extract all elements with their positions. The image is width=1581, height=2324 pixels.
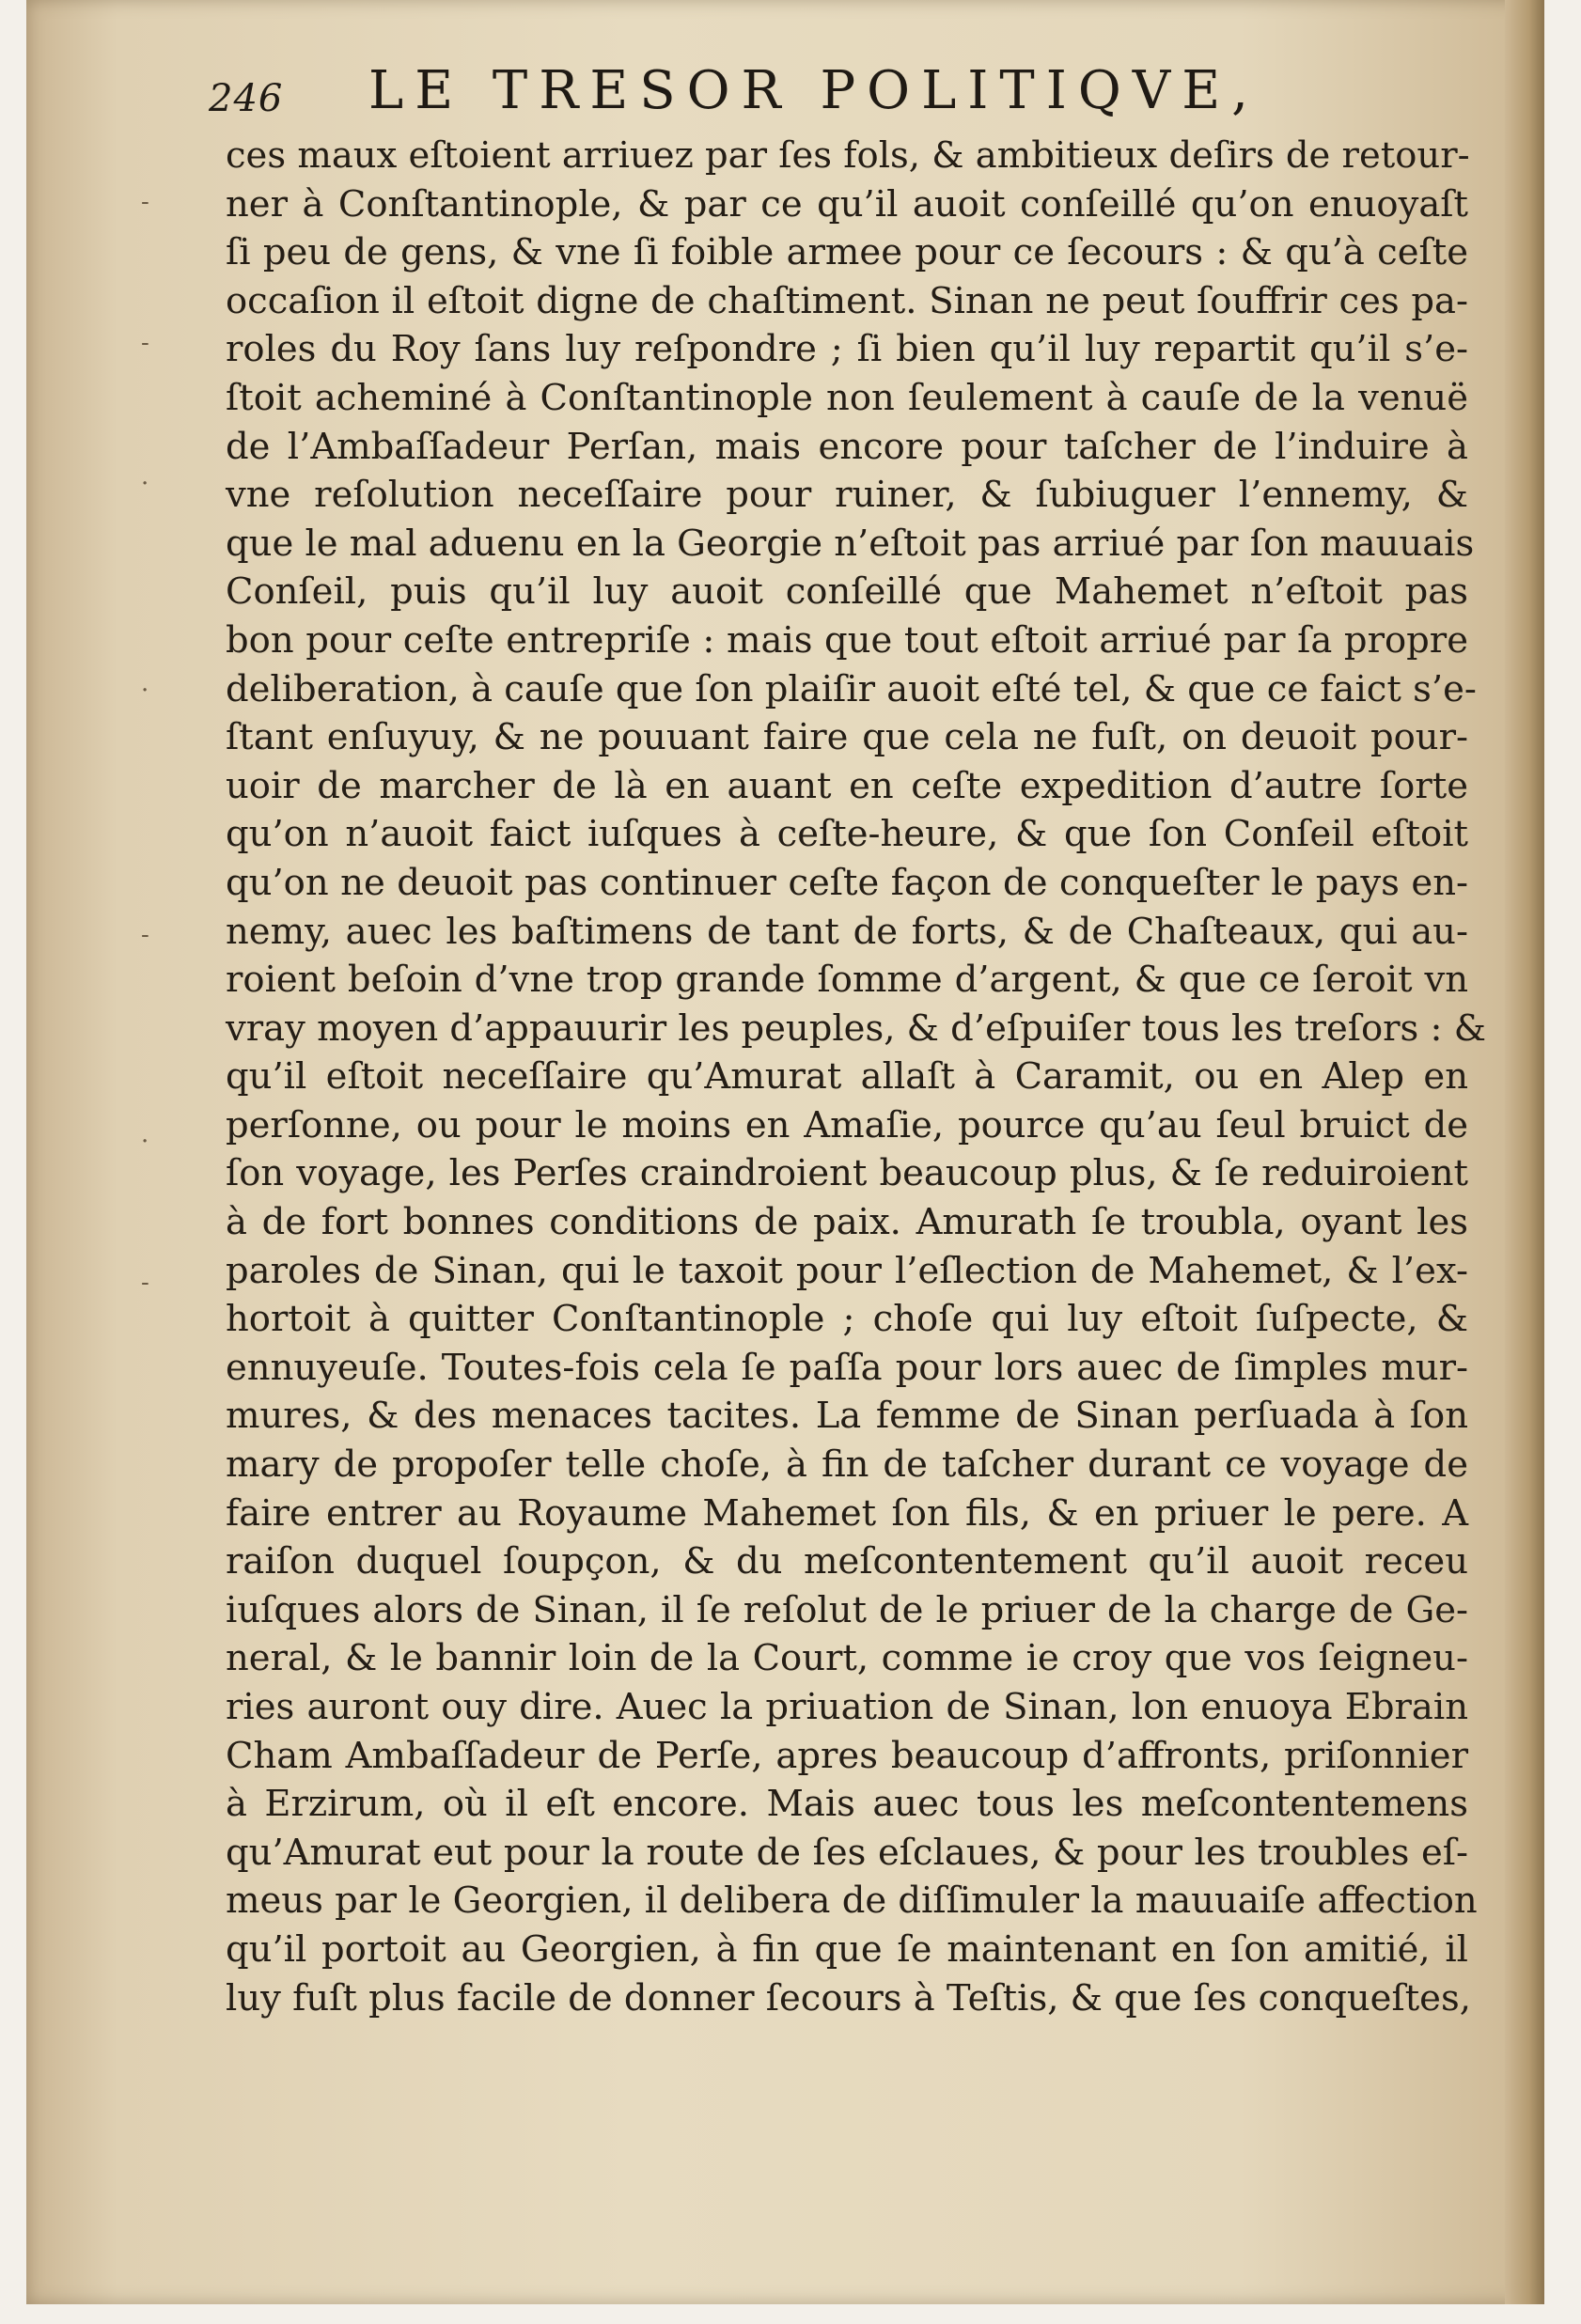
running-head <box>209 60 1431 135</box>
text-line: ries auront ouy dire. Auec la priuation de Sinan, lon enuoya Ebrain <box>226 1686 1468 1728</box>
text-line: vne reſolution neceſſaire pour ruiner, & ſubiuguer l’ennemy, & <box>226 474 1468 517</box>
text-line: de l’Ambaſſadeur Perſan, mais encore pour taſcher de l’induire à <box>226 425 1468 468</box>
text-line: que le mal aduenu en la Georgie n’eſtoit pas arriué par ſon mauuais <box>226 522 1475 565</box>
margin-mark: - <box>141 1269 149 1297</box>
text-line: qu’il eſtoit neceſſaire qu’Amurat allaſt à Caramit, ou en Alep en <box>226 1055 1468 1099</box>
text-line: mary de propoſer telle choſe, à fin de taſcher durant ce voyage de <box>226 1443 1468 1487</box>
text-line: raiſon duquel ſoupçon, & du meſcontentement qu’il auoit receu <box>226 1540 1468 1583</box>
text-line: uoir de marcher de là en auant en ceſte expedition d’autre ſorte <box>226 764 1468 807</box>
margin-mark: - <box>141 188 149 216</box>
text-line: ſtant enſuyuy, & ne pouuant faire que cela ne fuſt, on deuoit pour- <box>226 716 1468 759</box>
text-line: roles du Roy ſans luy reſpondre ; ſi bien qu’il luy repartit qu’il s’e- <box>226 328 1468 371</box>
body-text <box>226 132 1487 2022</box>
running-head-title: LE TRESOR POLITIQVE, <box>368 60 1260 121</box>
text-line: qu’Amurat eut pour la route de ſes eſclaues, & pour les troubles eſ- <box>226 1831 1468 1874</box>
text-line: à Erzirum, où il eſt encore. Mais auec tous les meſcontentemens <box>226 1783 1468 1826</box>
page-number: 246 <box>209 77 284 120</box>
text-line: ſtoit acheminé à Conſtantinople non ſeulement à cauſe de la venuë <box>226 376 1468 419</box>
margin-mark: - <box>141 329 149 357</box>
text-line: ner à Conſtantinople, & par ce qu’il auoit conſeillé qu’on enuoyaſt <box>226 182 1468 226</box>
text-line: ſon voyage, les Perſes craindroient beaucoup plus, & ſe reduiroient <box>226 1152 1468 1195</box>
margin-mark: · <box>141 1128 149 1156</box>
text-line: roient beſoin d’vne trop grande ſomme d’argent, & que ce ſeroit vn <box>226 959 1468 1002</box>
text-line: iuſques alors de Sinan, il ſe reſolut de le priuer de la charge de Ge- <box>226 1588 1468 1631</box>
text-line: neral, & le bannir loin de la Court, comme ie croy que vos ſeigneu- <box>226 1637 1468 1680</box>
page-edge <box>1505 0 1544 2304</box>
text-line: perſonne, ou pour le moins en Amaſie, pource qu’au ſeul bruict de <box>226 1103 1468 1146</box>
margin-mark: · <box>141 470 149 498</box>
text-line: ces maux eſtoient arriuez par ſes fols, & ambitieux deſirs de retour- <box>226 134 1470 177</box>
margin-mark: - <box>141 921 149 949</box>
text-line: qu’il portoit au Georgien, à fin que ſe maintenant en ſon amitié, il <box>226 1927 1468 1971</box>
text-line: hortoit à quitter Conſtantinople ; choſe qui luy eſtoit ſuſpecte, & <box>226 1298 1468 1341</box>
text-line: ſi peu de gens, & vne ſi foible armee pour ce ſecours : & qu’à ceſte <box>226 231 1468 274</box>
text-line: faire entrer au Royaume Mahemet ſon fils, & en priuer le pere. A <box>226 1491 1468 1535</box>
margin-marks <box>141 188 216 1316</box>
text-line: paroles de Sinan, qui le taxoit pour l’eſlection de Mahemet, & l’ex- <box>226 1249 1468 1292</box>
text-line: Cham Ambaſſadeur de Perſe, apres beaucoup d’affronts, priſonnier <box>226 1734 1468 1777</box>
text-line: meus par le Georgien, il delibera de diſſimuler la mauuaiſe affection <box>226 1879 1478 1923</box>
text-line: deliberation, à cauſe que ſon plaiſir auoit eſté tel, & que ce faict s’e- <box>226 667 1477 710</box>
text-line: à de fort bonnes conditions de paix. Amurath ſe troubla, oyant les <box>226 1201 1468 1244</box>
text-line: mures, & des menaces tacites. La femme de Sinan perſuada à ſon <box>226 1395 1468 1438</box>
margin-mark: · <box>141 677 149 705</box>
text-line: ennuyeuſe. Toutes-fois cela ſe paſſa pour lors auec de ſimples mur- <box>226 1346 1468 1389</box>
text-line: Conſeil, puis qu’il luy auoit conſeillé que Mahemet n’eſtoit pas <box>226 570 1468 614</box>
text-line: nemy, auec les baſtimens de tant de forts, & de Chaſteaux, qui au- <box>226 910 1468 953</box>
text-line: occaſion il eſtoit digne de chaſtiment. Sinan ne peut ſouffrir ces pa- <box>226 279 1468 322</box>
text-line: qu’on ne deuoit pas continuer ceſte façon de conqueſter le pays en- <box>226 861 1468 904</box>
text-line: luy fuſt plus facile de donner ſecours à Teſtis, & que ſes conqueſtes, <box>226 1976 1471 2020</box>
text-line: bon pour ceſte entrepriſe : mais que tout eſtoit arriué par ſa propre <box>226 618 1468 662</box>
text-line: vray moyen d’appauurir les peuples, & d’eſpuiſer tous les treſors : & <box>226 1006 1487 1050</box>
text-line: qu’on n’auoit faict iuſques à ceſte-heure, & que ſon Conſeil eſtoit <box>226 813 1468 856</box>
